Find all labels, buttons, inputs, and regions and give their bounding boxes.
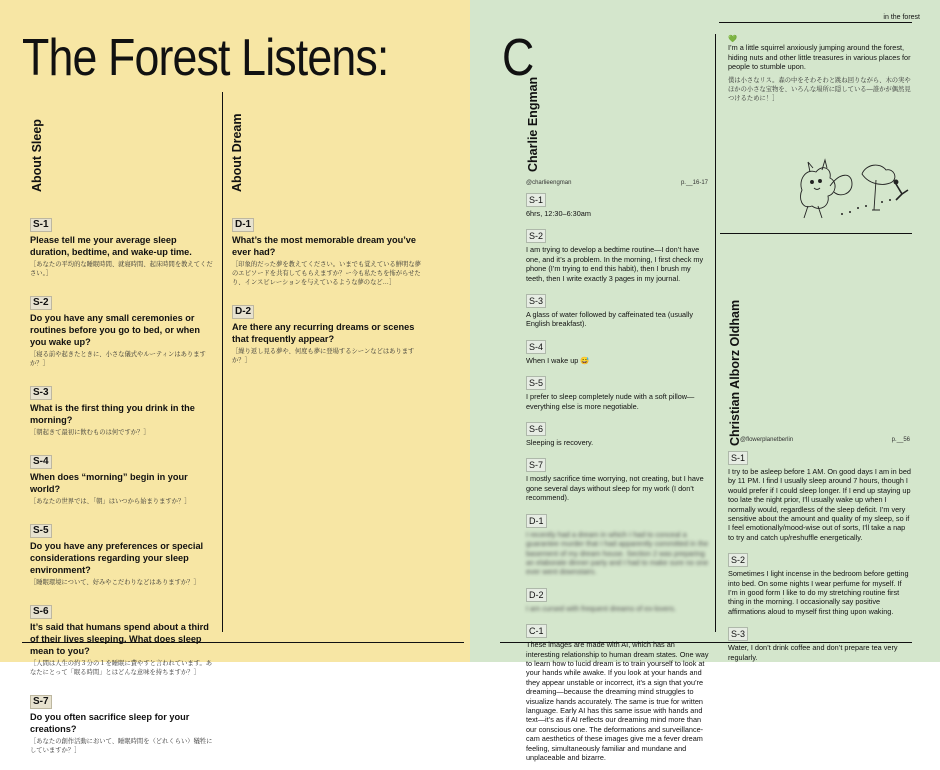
p2-answer-3: [728, 624, 912, 662]
p1-dream-1: [526, 511, 710, 577]
section-letter: C: [502, 29, 535, 87]
center-divider: [715, 34, 716, 632]
sleep-question-7: [30, 691, 218, 755]
person1-answers: [526, 190, 710, 770]
question-tag: D-1: [232, 218, 254, 232]
answer-text: When I wake up 😅: [526, 355, 590, 365]
person2-handle: @flowerplanetberlin: [740, 437, 794, 443]
answer-text: 6hrs, 12:30–6:30am: [526, 209, 591, 218]
left-page: [0, 0, 470, 754]
question-jp: ［睡眠環境について、好みやこだわりなどはありますか？］: [30, 579, 200, 586]
question-tag: S-1: [30, 218, 52, 232]
p1-answer-4: [526, 337, 710, 365]
top-rule: [719, 22, 912, 23]
p1-answer-7: [526, 455, 710, 502]
bottom-rule: [22, 642, 464, 643]
question-en: When does “morning” begin in your world?: [30, 472, 188, 494]
sleep-question-2: [30, 292, 218, 368]
answer-tag: S-5: [526, 376, 546, 390]
question-jp: ［寝る前や起きたときに、小さな儀式やルーティンはありますか？］: [30, 351, 206, 367]
squirrel-emoji: 💚: [728, 34, 738, 43]
squirrel-en: I’m a little squirrel anxiously jumping around the forest, hiding nuts and other little treasures in various places for people to stumble upon.: [728, 43, 911, 72]
answer-text: These images are made with AI, which has an interesting relationship to human dream states. One way to learn how to lucid dream is to train yourself to look at your hands while awake. If you look at your hands and they appear unstable or incorrect, it’s a sign that you’re dreaming—because the dreaming mind struggles to visualize hands accurately. The same is true for written language. Early AI has this same issue with hands and text—it’s as if AI reflects our dreaming mind more than our conscious one. The deformations and surveillance-cam aesthetics of these images give me a fever dream feeling, simultaneously familiar and mundane and unplaceable and bizarre.: [526, 640, 709, 762]
answer-text: I am trying to develop a bedtime routine—I don’t have one, and it’s a problem. In the morning, I first check my phone (I’m trying to end this habit), then I brush my teeth, then I write exactly 3 pages in my journal.: [526, 245, 704, 283]
person2-meta: [740, 437, 910, 443]
p1-answer-1: [526, 190, 710, 218]
person1-name: Charlie Engman: [526, 76, 540, 172]
question-tag: S-6: [30, 605, 52, 619]
dream-questions: [232, 214, 422, 379]
p2-answer-2: [728, 550, 912, 616]
squirrel-blurb: [728, 34, 912, 103]
answer-tag: S-3: [526, 294, 546, 308]
p1-dream-2: [526, 585, 710, 613]
answer-tag: C-1: [526, 624, 547, 638]
question-tag: S-3: [30, 386, 52, 400]
question-en: What’s the most memorable dream you’ve ever had?: [232, 235, 416, 257]
question-en: Please tell me your average sleep duration, bedtime, and wake-up time.: [30, 235, 192, 257]
p1-answer-5: [526, 373, 710, 411]
question-en: Are there any recurring dreams or scenes that frequently appear?: [232, 322, 415, 344]
question-jp: ［朝起きて最初に飲むものは何ですか？］: [30, 429, 150, 436]
answer-text: I prefer to sleep completely nude with a soft pillow—everything else is more negotiable.: [526, 392, 695, 411]
p2-answer-1: [728, 448, 912, 542]
person1-handle: @charlieengman: [526, 180, 572, 186]
person1-page: p.__16-17: [680, 180, 708, 186]
answer-tag: S-3: [728, 627, 748, 641]
right-page: [470, 0, 940, 762]
squirrel-jp: 僕は小さなリス。森の中をそわそわと跳ね回りながら、木の実やほかの小さな宝物を、いろんな場所に隠している—誰かが偶然見つけるために！］: [728, 76, 911, 102]
person2-page: p.__56: [891, 437, 910, 443]
person1-meta: [526, 180, 708, 186]
sleep-questions: [30, 214, 218, 769]
answer-text: I recently had a dream in which I had to conceal a guarantee murder that I had apparently committed in the basement of my dream house. Section 2 was preparing an elaborate dinner party and I had to make sure no one ever went downstairs.: [526, 529, 709, 577]
answer-text: Sleeping is recovery.: [526, 438, 594, 448]
answer-tag: S-1: [526, 193, 546, 207]
sleep-question-6: [30, 601, 218, 677]
question-jp: ［あなたの創作活動において、睡眠時間を（どれくらい）犠牲にしていますか？］: [30, 738, 213, 754]
question-jp: ［あなたの平均的な睡眠時間、就寝時間、起床時間を教えてください。］: [30, 261, 213, 277]
answer-tag: S-2: [526, 229, 546, 243]
question-jp: ［繰り返し見る夢や、何度も夢に登場するシーンなどはありますか？］: [232, 348, 415, 364]
sleep-question-4: [30, 451, 218, 506]
answer-tag: D-2: [526, 588, 547, 602]
answer-tag: S-4: [526, 340, 546, 354]
p1-answer-6: [526, 419, 710, 447]
answer-text: Water, I don’t drink coffee and don’t prepare tea very regularly.: [728, 643, 898, 662]
p1-answer-2: [526, 226, 710, 283]
sleep-question-1: [30, 214, 218, 278]
question-tag: S-2: [30, 296, 52, 310]
question-tag: S-4: [30, 455, 52, 469]
page-title: The Forest Listens:: [22, 29, 389, 87]
p1-answer-3: [526, 291, 710, 329]
person2-name: Christian Alborz Oldham: [728, 299, 742, 446]
question-tag: S-5: [30, 524, 52, 538]
mid-rule: [720, 233, 912, 234]
question-en: What is the first thing you drink in the morning?: [30, 403, 195, 425]
bottom-rule-right: [500, 642, 912, 643]
header-tag: in the forest: [883, 14, 920, 21]
answer-text: I mostly sacrifice time worrying, not creating, but I have gone several days without sleep for my work (I don’t recommend).: [526, 474, 704, 503]
question-jp: ［印象的だった夢を教えてください。いまでも覚えている鮮明な夢のエピソードを共有してもらえますか？ー今も私たちを怖がらせたり、インスピレーションを与えているような夢のなど…］: [232, 261, 421, 286]
answer-text: I am cursed with frequent dreams of ex-lovers.: [526, 603, 677, 613]
about-dream-label: About Dream: [230, 113, 244, 192]
answer-text: I try to be asleep before 1 AM. On good days I am in bed by 11 PM. I find I usually sleep around 7 hours, though I would prefer if I could sleep longer. If I end up staying up too late the night prior, I’ll usually wake up when I normally would, regardless of the sleep deficit. I’m very sensitive about the amount and quality of my sleep, so if I feel emotionally/mood-wise out of sorts, I’ll take a nap to try and catch up/reshuffle energetically.: [728, 467, 911, 542]
dream-question-2: [232, 301, 422, 365]
answer-tag: S-6: [526, 422, 546, 436]
answer-tag: S-1: [728, 451, 748, 465]
question-en: Do you have any preferences or special considerations regarding your sleep environment?: [30, 541, 204, 575]
question-jp: ［人間は人生の約３分の１を睡眠に費やすと言われています。あなたにとって「眠る時間」とはどんな意味を持ちますか？］: [30, 660, 213, 676]
person2-answers: [728, 448, 912, 670]
answer-text: Sometimes I light incense in the bedroom before getting into bed. On some nights I wear perfume for myself. If I’m in good form I like to do my stretching routine first thing in the morning. I occasionally say positive affirmations aloud to myself first thing upon waking.: [728, 569, 909, 616]
answer-tag: S-7: [526, 458, 546, 472]
answer-text: A glass of water followed by caffeinated tea (usually English breakfast).: [526, 310, 693, 329]
sleep-question-3: [30, 382, 218, 437]
question-tag: S-7: [30, 695, 52, 709]
column-divider: [222, 92, 223, 632]
question-en: It’s said that humans spend about a third of their lives sleeping. What does sleep mean to you?: [30, 622, 209, 656]
about-sleep-label: About Sleep: [30, 119, 44, 192]
question-en: Do you often sacrifice sleep for your creations?: [30, 712, 190, 734]
question-en: Do you have any small ceremonies or routines before you go to bed, or when you wake up?: [30, 313, 200, 347]
squirrel-illustration: [792, 150, 912, 228]
dream-question-1: [232, 214, 422, 287]
question-tag: D-2: [232, 305, 254, 319]
answer-tag: S-2: [728, 553, 748, 567]
question-jp: ［あなたの世界では、「朝」はいつから始まりますか？］: [30, 498, 191, 505]
sleep-question-5: [30, 520, 218, 587]
answer-tag: D-1: [526, 514, 547, 528]
